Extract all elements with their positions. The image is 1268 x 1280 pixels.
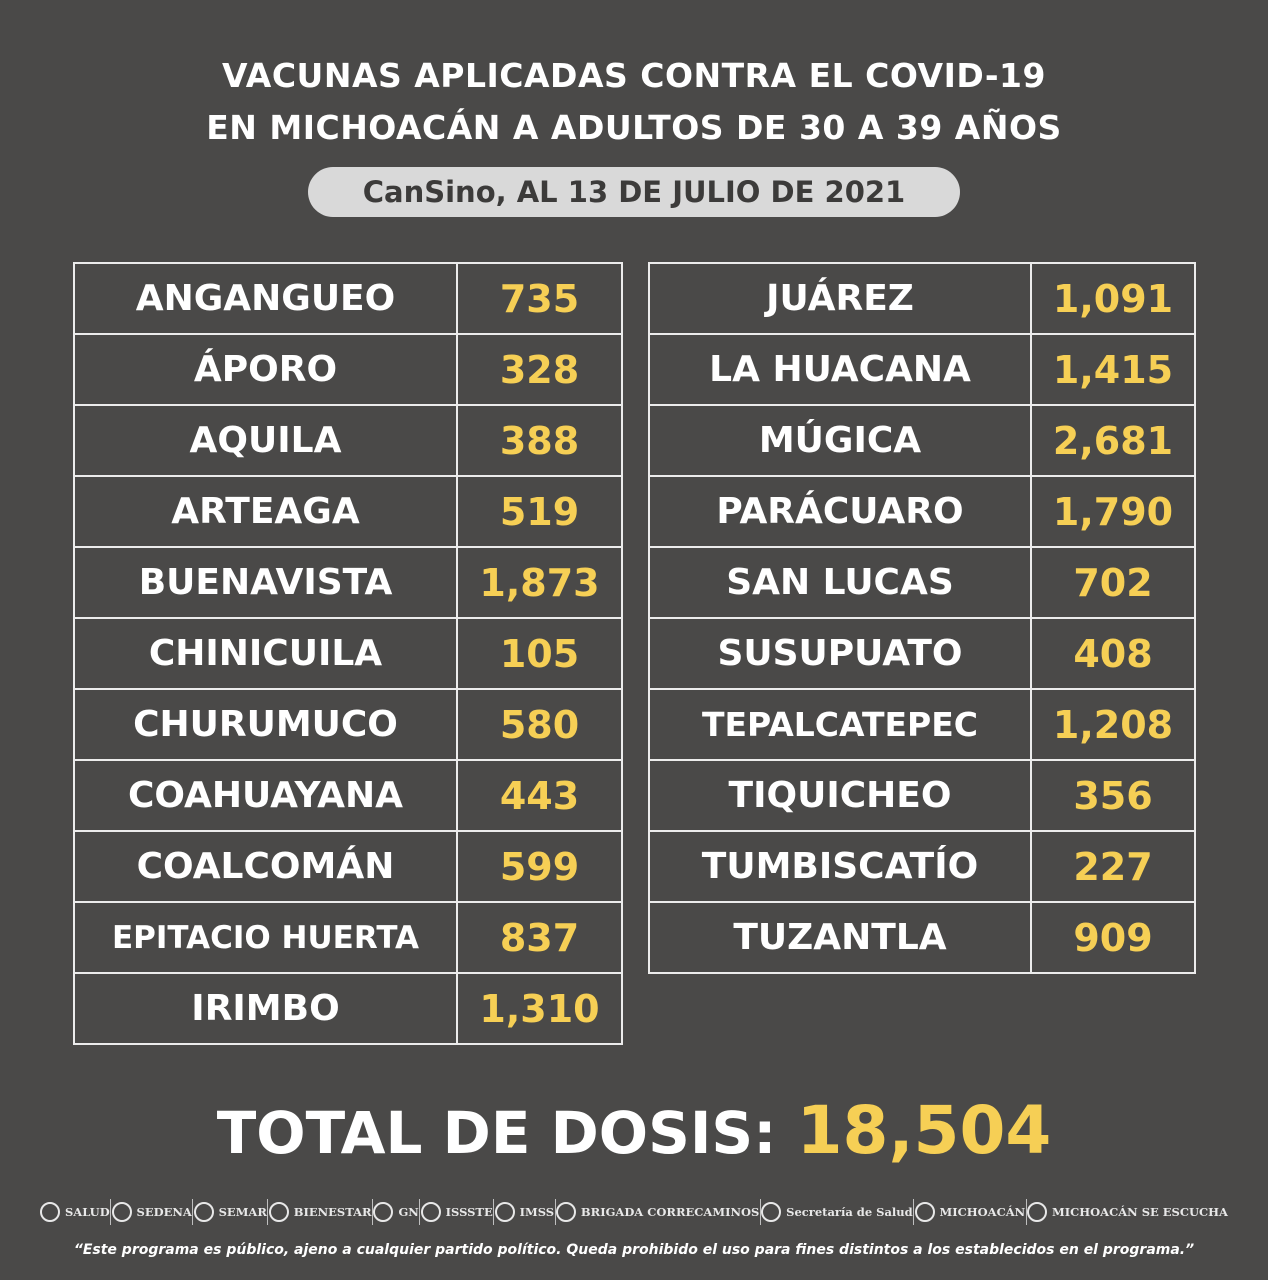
- municipality-name: COAHUAYANA: [74, 760, 457, 831]
- title-line-2: EN MICHOACÁN A ADULTOS DE 30 A 39 AÑOS: [206, 108, 1062, 147]
- municipality-name: COALCOMÁN: [74, 831, 457, 902]
- dose-count: 599: [457, 831, 622, 902]
- municipality-name: SAN LUCAS: [649, 547, 1031, 618]
- logo-label: MICHOACÁN SE ESCUCHA: [1052, 1205, 1228, 1219]
- logo-label: ISSSTE: [445, 1205, 493, 1219]
- logo-label: SALUD: [65, 1205, 110, 1219]
- emblem-icon: [915, 1202, 935, 1222]
- table-row: [74, 831, 622, 902]
- dose-count: 702: [1031, 547, 1195, 618]
- disclaimer: “Este programa es público, ajeno a cualquier partido político. Queda prohibido el uso para fines distintos a los establecidos en el programa.”: [73, 1242, 1195, 1258]
- table-row: [74, 547, 622, 618]
- dose-count: 105: [457, 618, 622, 689]
- table-row: [74, 689, 622, 760]
- municipality-name: CHURUMUCO: [74, 689, 457, 760]
- emblem-icon: [194, 1202, 214, 1222]
- emblem-icon: [556, 1202, 576, 1222]
- table-row: [649, 902, 1195, 973]
- dose-count: 580: [457, 689, 622, 760]
- dose-count: 328: [457, 334, 622, 405]
- table-row: [74, 973, 622, 1044]
- municipality-name: EPITACIO HUERTA: [74, 902, 457, 973]
- dose-count: 1,790: [1031, 476, 1195, 547]
- institution-logo: [112, 1202, 192, 1222]
- table-row: [649, 618, 1195, 689]
- dose-count: 837: [457, 902, 622, 973]
- institution-logo: [421, 1202, 493, 1222]
- dose-count: 227: [1031, 831, 1195, 902]
- logo-label: IMSS: [519, 1205, 555, 1219]
- institution-logo: [761, 1202, 913, 1222]
- municipality-name: PARÁCUARO: [649, 476, 1031, 547]
- table-row: [74, 476, 622, 547]
- municipality-name: JUÁREZ: [649, 263, 1031, 334]
- table-row: [74, 618, 622, 689]
- institution-logo: [556, 1202, 759, 1222]
- dose-count: 909: [1031, 902, 1195, 973]
- dose-count: 735: [457, 263, 622, 334]
- logo-label: BIENESTAR: [293, 1205, 372, 1219]
- dose-count: 2,681: [1031, 405, 1195, 476]
- emblem-icon: [269, 1202, 289, 1222]
- table-row: [649, 476, 1195, 547]
- municipality-name: LA HUACANA: [649, 334, 1031, 405]
- municipality-name: TIQUICHEO: [649, 760, 1031, 831]
- emblem-icon: [40, 1202, 60, 1222]
- table-row: [649, 831, 1195, 902]
- total-value: 18,504: [796, 1092, 1052, 1169]
- institution-logo: [373, 1202, 418, 1222]
- dose-count: 1,208: [1031, 689, 1195, 760]
- logo-label: GN: [398, 1205, 419, 1219]
- dose-count: 1,091: [1031, 263, 1195, 334]
- dose-count: 356: [1031, 760, 1195, 831]
- emblem-icon: [1027, 1202, 1047, 1222]
- municipality-name: BUENAVISTA: [74, 547, 457, 618]
- title-line-1: VACUNAS APLICADAS CONTRA EL COVID-19: [222, 56, 1046, 95]
- institution-logo: [40, 1202, 110, 1222]
- institution-logo: [915, 1202, 1026, 1222]
- municipality-name: IRIMBO: [74, 973, 457, 1044]
- logo-label: SEMAR: [218, 1205, 267, 1219]
- dose-count: 1,415: [1031, 334, 1195, 405]
- municipality-name: TUMBISCATÍO: [649, 831, 1031, 902]
- dose-count: 1,873: [457, 547, 622, 618]
- dose-count: 443: [457, 760, 622, 831]
- municipality-name: ÁPORO: [74, 334, 457, 405]
- municipality-name: ARTEAGA: [74, 476, 457, 547]
- table-row: [74, 263, 622, 334]
- logo-label: SEDENA: [136, 1205, 192, 1219]
- municipality-name: MÚGICA: [649, 405, 1031, 476]
- municipality-name: CHINICUILA: [74, 618, 457, 689]
- logo-label: Secretaría de Salud: [786, 1205, 913, 1219]
- table-row: [74, 334, 622, 405]
- institution-logo: [194, 1202, 267, 1222]
- table-row: [74, 405, 622, 476]
- institution-logo: [1027, 1202, 1228, 1222]
- table-row: [649, 689, 1195, 760]
- logo-label: MICHOACÁN: [939, 1205, 1026, 1219]
- total-label: TOTAL DE DOSIS:: [216, 1099, 777, 1167]
- left-table: [73, 262, 623, 1045]
- right-table: [648, 262, 1196, 974]
- municipality-name: ANGANGUEO: [74, 263, 457, 334]
- table-row: [649, 405, 1195, 476]
- emblem-icon: [373, 1202, 393, 1222]
- table-row: [649, 547, 1195, 618]
- table-row: [649, 334, 1195, 405]
- institution-logo: [495, 1202, 554, 1222]
- emblem-icon: [495, 1202, 515, 1222]
- table-row: [74, 902, 622, 973]
- table-row: [649, 760, 1195, 831]
- dose-count: 519: [457, 476, 622, 547]
- dose-count: 388: [457, 405, 622, 476]
- subtitle-pill: CanSino, AL 13 DE JULIO DE 2021: [308, 167, 960, 217]
- municipality-name: TEPALCATEPEC: [649, 689, 1031, 760]
- dose-count: 1,310: [457, 973, 622, 1044]
- municipality-name: AQUILA: [74, 405, 457, 476]
- table-row: [649, 263, 1195, 334]
- dose-count: 408: [1031, 618, 1195, 689]
- institution-logo: [269, 1202, 372, 1222]
- emblem-icon: [112, 1202, 132, 1222]
- emblem-icon: [761, 1202, 781, 1222]
- total-doses: [0, 1092, 1268, 1169]
- municipality-name: TUZANTLA: [649, 902, 1031, 973]
- municipality-name: SUSUPUATO: [649, 618, 1031, 689]
- logo-strip: [40, 1192, 1228, 1232]
- logo-label: BRIGADA CORRECAMINOS: [580, 1205, 760, 1219]
- emblem-icon: [421, 1202, 441, 1222]
- table-row: [74, 760, 622, 831]
